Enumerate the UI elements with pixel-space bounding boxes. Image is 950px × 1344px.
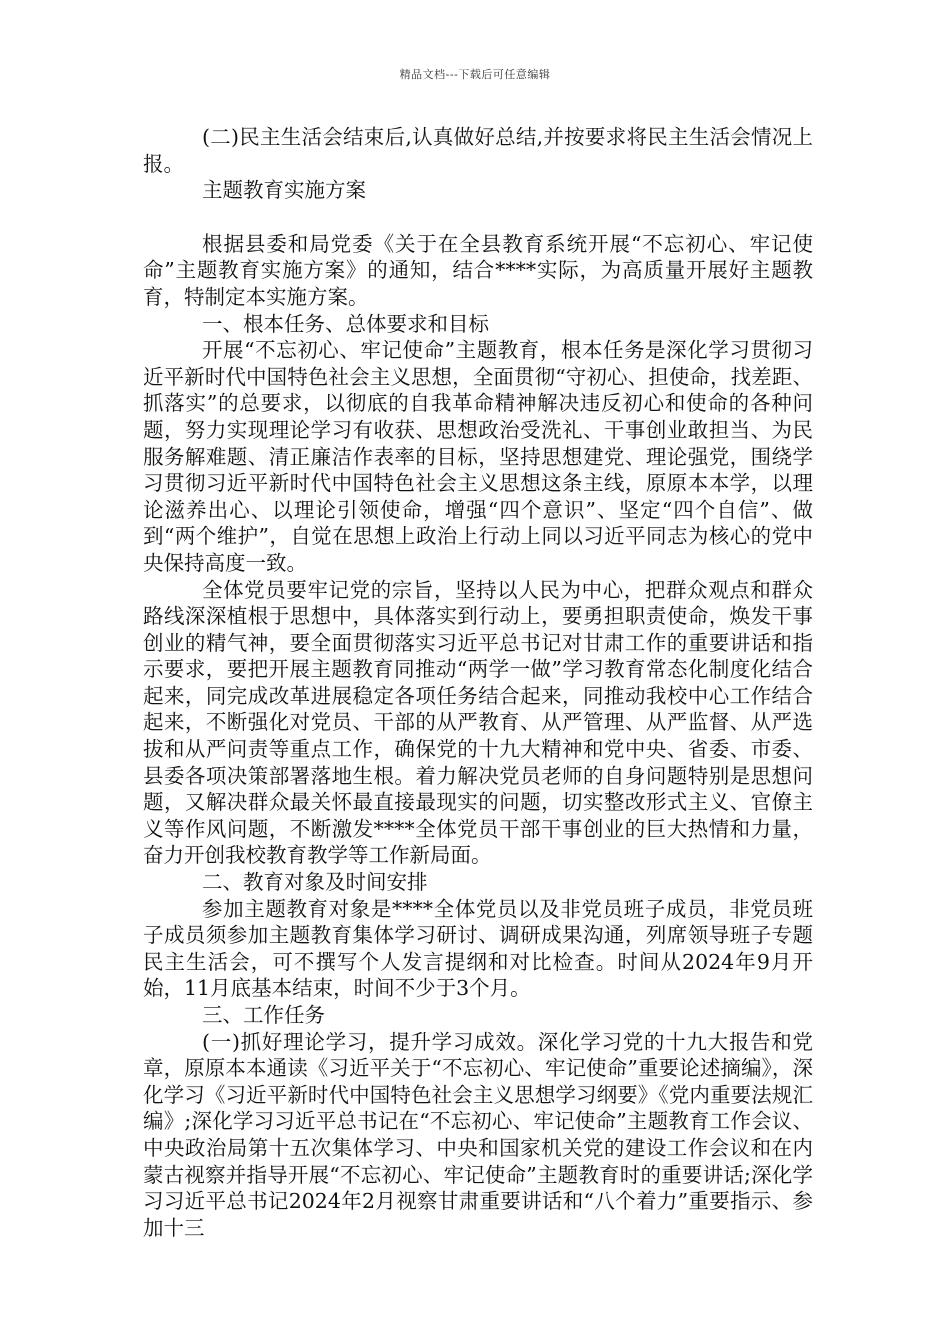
section-heading-2: 二、教育对象及时间安排 bbox=[202, 870, 428, 895]
blank-line bbox=[143, 204, 813, 231]
page-header: 精品文档---下载后可任意编辑 bbox=[399, 68, 551, 81]
paragraph-party-members: 全体党员要牢记党的宗旨，坚持以人民为中心，把群众观点和群众路线深深植根于思想中，具体落实到行动上，要勇担职责使命，焕发干事创业的精气神，要全面贯彻落实习近平总书记对甘肃工作的重要讲话和指示要求，要把开展主题教育同推动“两学一做”学习教育常态化制度化结合起来，同完成改革进展稳定各项任务结合起来，同推动我校中心工作结合起来，不断强化对党员、干部的从严教育、从严管理、从严监督、从严选拔和从严问责等重点工作，确保党的十九大精神和党中央、省委、市委、县委各项决策部署落地生根。着力解决党员老师的自身问题特别是思想问题，又解决群众最关怀最直接最现实的问题，切实整改形式主义、官僚主义等作风问题，不断激发****全体党员干部干事创业的巨大热情和力量，奋力开创我校教育教学等工作新局面。 bbox=[143, 577, 813, 868]
paragraph-participants: 参加主题教育对象是****全体党员以及非党员班子成员，非党员班子成员须参加主题教育集体学习研讨、调研成果沟通，列席领导班子专题民主生活会，可不撰写个人发言提纲和对比检查。时间从2024年9月开始，11月底基本结束，时间不少于3个月。 bbox=[143, 896, 813, 1001]
paragraph-theory-study: (一)抓好理论学习，提升学习成效。深化学习党的十九大报告和党章，原原本本通读《习近平关于“不忘初心、牢记使命”重要论述摘编》，深化学习《习近平新时代中国特色社会主义思想学习纲要》《党内重要法规汇编》;深化学习习近平总书记在“不忘初心、牢记使命”主题教育工作会议、中央政治局第十五次集体学习、中央和国家机关党的建设工作会议和在内蒙古视察并指导开展“不忘初心、牢记使命”主题教育时的重要讲话;深化学习习近平总书记2024年2月视察甘肃重要讲话和“八个着力”重要指示、参加十三 bbox=[143, 1029, 813, 1240]
paragraph-task-goal: 开展“不忘初心、牢记使命”主题教育，根本任务是深化学习贯彻习近平新时代中国特色社会主义思想，全面贯彻“守初心、担使命，找差距、抓落实”的总要求，以彻底的自我革命精神解决违反初心和使命的各种问题，努力实现理论学习有收获、思想政治受洗礼、干事创业敢担当、为民服务解难题、清正廉洁作表率的目标，坚持思想建党、理论强党，围绕学习贯彻习近平新时代中国特色社会主义思想这条主线，原原本本学，以理论滋养出心、以理论引领使命，增强“四个意识”、坚定“四个自信”、做到“两个维护”，自觉在思想上政治上行动上同以习近平同志为核心的党中央保持高度一致。 bbox=[143, 338, 813, 575]
document-body bbox=[143, 124, 813, 1241]
section-heading-3: 三、工作任务 bbox=[202, 1003, 325, 1027]
section-heading-1: 一、根本任务、总体要求和目标 bbox=[202, 311, 489, 336]
document-title: 主题教育实施方案 bbox=[202, 178, 366, 203]
paragraph-intro: 根据县委和局党委《关于在全县教育系统开展“不忘初心、牢记使命”主题教育实施方案》的通知，结合****实际，为高质量开展好主题教育，特制定本实施方案。 bbox=[143, 231, 813, 309]
paragraph-summary-report: (二)民主生活会结束后,认真做好总结,并按要求将民主生活会情况上报。 bbox=[143, 125, 813, 176]
